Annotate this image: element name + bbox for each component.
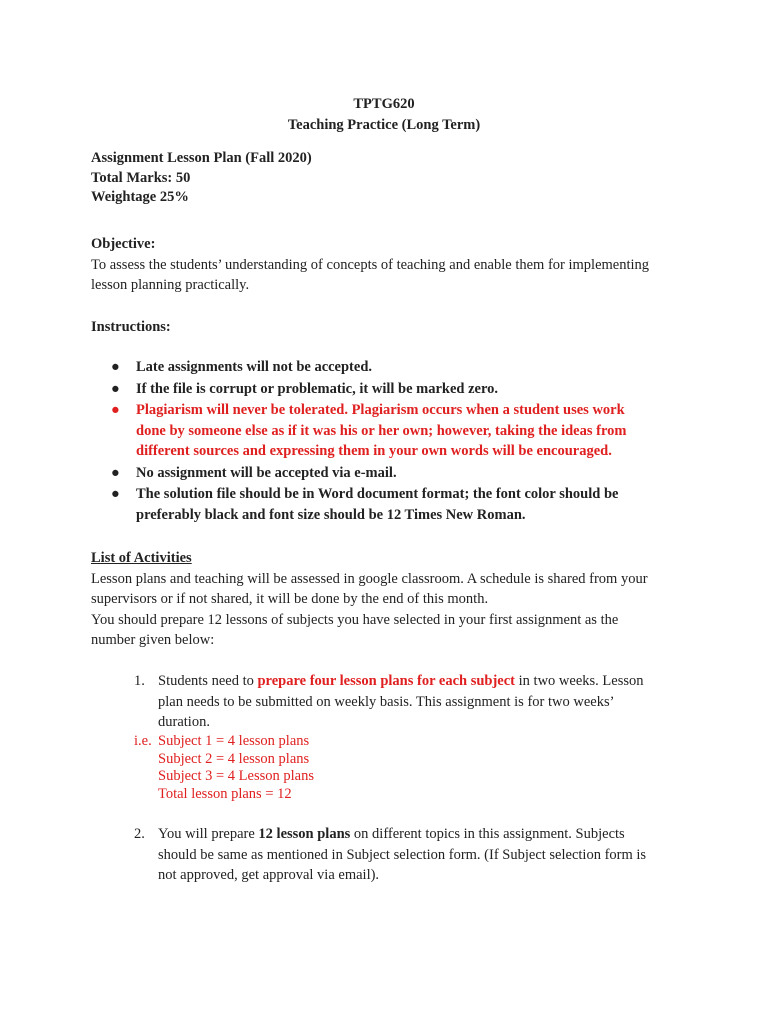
activities-line: Lesson plans and teaching will be assessed in google classroom. A schedule is shared from your	[91, 570, 648, 587]
instruction-line: No assignment will be accepted via e-mail.	[136, 464, 397, 481]
instruction-line: Late assignments will not be accepted.	[136, 359, 373, 375]
activities-line: You should prepare 12 lessons of subjects you have selected in your first assignment as the	[91, 611, 619, 628]
instruction-line: If the file is corrupt or problematic, it will be marked zero.	[136, 380, 499, 397]
objective-line-2: lesson planning practically.	[91, 277, 250, 293]
bullet-icon: ●	[111, 464, 120, 481]
activity-item-2-line-1	[158, 824, 691, 845]
breakdown-text: Subject 1 = 4 lesson plans	[158, 733, 310, 749]
bullet-icon: ●	[111, 359, 120, 375]
item1-highlight: prepare four lesson plans for each subject	[257, 673, 516, 689]
item2-post: on different topics in this assignment. Subjects	[350, 826, 625, 842]
activity-item-1-line-1	[158, 671, 691, 692]
bullet-icon: ●	[111, 486, 120, 502]
instruction-item	[91, 357, 671, 378]
activity-item-1-line-2: plan needs to be submitted on weekly basis. This assignment is for two weeks’	[158, 693, 615, 710]
activities-heading: List of Activities	[91, 550, 192, 566]
ie-label: i.e.	[134, 733, 152, 749]
item-number: 2.	[134, 826, 145, 842]
assignment-title: Assignment Lesson Plan (Fall 2020)	[91, 150, 312, 166]
item1-post: in two weeks. Lesson	[515, 673, 644, 689]
objective-line-1: To assess the students’ understanding of concepts of teaching and enable them for implementing	[91, 256, 650, 273]
item2-pre: You will prepare	[158, 826, 259, 842]
instruction-item-plagiarism	[91, 400, 671, 462]
activity-item-1-body	[91, 671, 691, 733]
bullet-icon: ●	[111, 402, 120, 418]
activities-line: supervisors or if not shared, it will be done by the end of this month.	[91, 591, 489, 607]
instructions-heading: Instructions:	[91, 319, 171, 335]
breakdown-row: Subject 2 = 4 lesson plans	[158, 750, 310, 767]
instruction-line: preferably black and font size should be 12 Times New Roman.	[136, 506, 526, 523]
activity-item-1	[91, 671, 691, 733]
item1-pre: Students need to	[158, 673, 258, 689]
item-number: 1.	[134, 673, 145, 689]
instruction-item	[91, 463, 671, 484]
course-title: Teaching Practice (Long Term)	[287, 116, 481, 133]
activity-item-2-body	[91, 824, 691, 886]
breakdown-row	[134, 733, 314, 751]
assignment-meta	[91, 148, 312, 207]
activity-item-1-line-3: duration.	[158, 714, 210, 730]
activity-item-2-line-3: not approved, get approval via email).	[158, 867, 380, 883]
objective-section	[91, 234, 691, 296]
item2-highlight: 12 lesson plans	[258, 826, 351, 842]
instruction-line: The solution file should be in Word document format; the font color should be	[136, 486, 619, 502]
lesson-plan-breakdown	[134, 733, 314, 803]
weightage: Weightage 25%	[91, 189, 189, 205]
breakdown-row: Total lesson plans = 12	[158, 785, 292, 802]
activity-item-2	[91, 824, 691, 886]
activity-item-2-line-2: should be same as mentioned in Subject selection form. (If Subject selection form is	[158, 846, 647, 863]
total-marks: Total Marks: 50	[91, 169, 191, 186]
activities-line: number given below:	[91, 632, 215, 648]
instructions-list	[91, 357, 671, 526]
instruction-line: different sources and expressing them in your own words will be encouraged.	[136, 443, 612, 459]
activities-section	[91, 548, 691, 651]
instruction-line: Plagiarism will never be tolerated. Plagiarism occurs when a student uses work	[136, 402, 625, 418]
bullet-icon: ●	[111, 380, 120, 397]
instruction-item	[91, 484, 671, 525]
instruction-line: done by someone else as if it was his or her own; however, taking the ideas from	[136, 422, 627, 439]
objective-heading: Objective:	[91, 236, 156, 252]
breakdown-row: Subject 3 = 4 Lesson plans	[158, 768, 314, 784]
instruction-item	[91, 379, 671, 400]
course-code: TPTG620	[353, 96, 415, 112]
document-header	[0, 94, 768, 135]
